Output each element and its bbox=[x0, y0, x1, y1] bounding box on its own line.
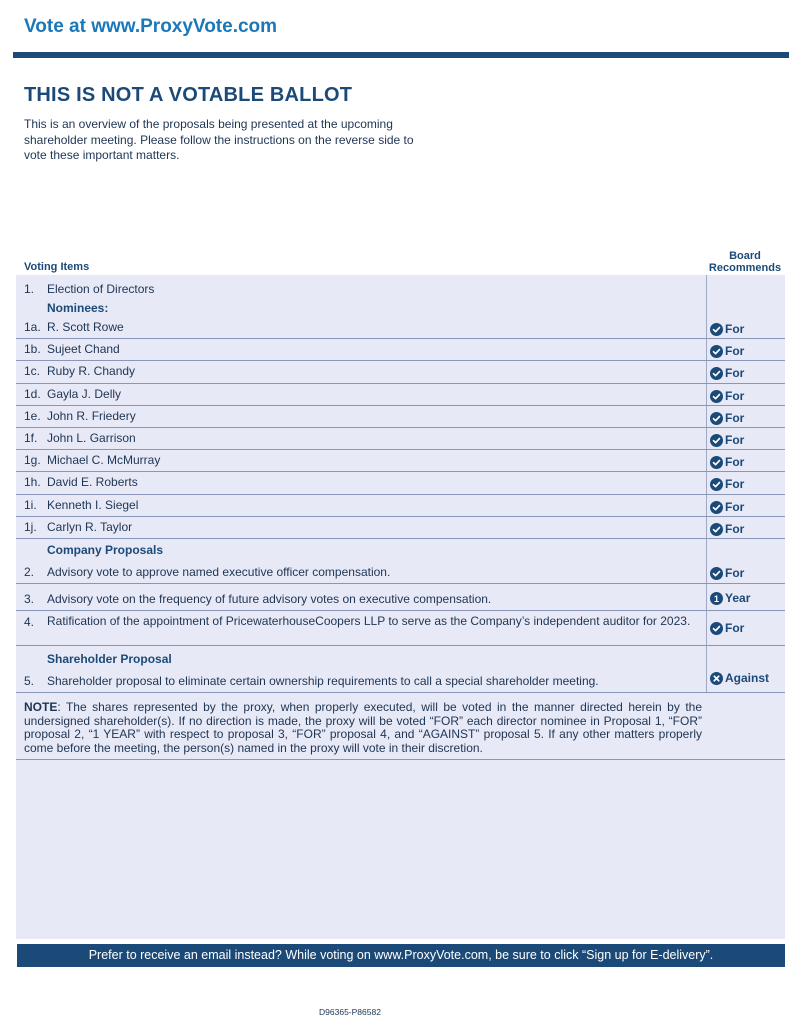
check-circle-icon bbox=[710, 523, 723, 536]
recommendation-label: For bbox=[725, 477, 745, 492]
proposal-number: 5. bbox=[24, 674, 35, 688]
recommendation-label: For bbox=[725, 410, 745, 425]
recommendation-label: For bbox=[725, 521, 745, 536]
proposal-text: Advisory vote on the frequency of future advisory votes on executive compensation. bbox=[47, 592, 492, 606]
board-recommendation bbox=[710, 671, 769, 685]
proposal-text: Election of Directors bbox=[47, 282, 155, 296]
director-row-1j bbox=[16, 517, 785, 539]
director-name: Ruby R. Chandy bbox=[47, 364, 136, 379]
recommendation-label: For bbox=[725, 433, 745, 447]
proposal-number: 2. bbox=[24, 565, 35, 579]
check-circle-icon bbox=[710, 345, 723, 358]
board-recommendation bbox=[710, 522, 744, 536]
recommendation-label: For bbox=[725, 499, 745, 514]
director-number: 1i. bbox=[24, 497, 37, 512]
check-circle-icon bbox=[710, 434, 723, 447]
director-name: John L. Garrison bbox=[47, 431, 136, 445]
director-name: Kenneth I. Siegel bbox=[47, 497, 139, 512]
director-name: David E. Roberts bbox=[47, 475, 138, 490]
director-name: John R. Friedery bbox=[47, 408, 136, 423]
director-number: 1e. bbox=[24, 408, 41, 423]
ballot-title: THIS IS NOT A VOTABLE BALLOT bbox=[24, 84, 353, 106]
director-name: Michael C. McMurray bbox=[47, 453, 161, 468]
director-number: 1c. bbox=[24, 364, 41, 379]
director-row-1g bbox=[16, 450, 785, 472]
board-recommendation bbox=[710, 322, 744, 336]
proposal-text: Ratification of the appointment of PricewaterhouseCoopers LLP to serve as the Company’s independent auditor for 2023. bbox=[47, 614, 691, 628]
note-text: : The shares represented by the proxy, when properly executed, will be voted in the manner directed herein by the undersigned shareholder(s). If no direction is made, the proxy will be voted “FOR” each director nominee in Proposal 1, “FOR” proposal 2, “1 YEAR” with respect to proposal 3, “FOR” proposal 4, and “AGAINST” proposal 5. If any other matters properly come before the meeting, the person(s) named in the proxy will vote in their discretion. bbox=[24, 700, 702, 755]
check-circle-icon bbox=[710, 412, 723, 425]
board-recommendation bbox=[710, 500, 744, 514]
col-header-voting-items: Voting Items bbox=[24, 261, 90, 273]
board-recommendation bbox=[710, 591, 750, 605]
director-row-1b bbox=[16, 339, 785, 361]
board-recommendation bbox=[710, 566, 744, 580]
check-circle-icon bbox=[710, 501, 723, 514]
board-recommendation bbox=[710, 433, 744, 447]
proposal-number: 3. bbox=[24, 592, 35, 606]
proposal-text: Advisory vote to approve named executive officer compensation. bbox=[47, 565, 391, 579]
proposal-number: 1. bbox=[24, 282, 35, 296]
proposal-3-row bbox=[16, 584, 785, 611]
check-circle-icon bbox=[710, 622, 723, 635]
recommendation-label: Year bbox=[725, 591, 751, 605]
director-row-1a bbox=[16, 317, 785, 339]
recommendation-label: For bbox=[725, 322, 745, 336]
nominees-heading: Nominees: bbox=[47, 301, 109, 315]
director-number: 1b. bbox=[24, 342, 41, 357]
director-number: 1g. bbox=[24, 453, 41, 468]
recommendation-label: For bbox=[725, 366, 745, 381]
director-number: 1d. bbox=[24, 386, 41, 401]
document-code: D96365-P86582 bbox=[319, 1007, 381, 1017]
proposal-5-row bbox=[16, 646, 785, 693]
ballot-intro: This is an overview of the proposals being presented at the upcoming shareholder meeting. Please follow the instructions on the reverse side to vote these important matters. bbox=[24, 117, 414, 162]
x-circle-icon bbox=[710, 672, 723, 685]
director-name: Gayla J. Delly bbox=[47, 386, 122, 401]
check-circle-icon bbox=[710, 390, 723, 403]
recommendation-label: Against bbox=[725, 671, 770, 685]
check-circle-icon bbox=[710, 323, 723, 336]
shareholder-proposal-heading: Shareholder Proposal bbox=[47, 652, 172, 666]
board-recommendation bbox=[710, 455, 744, 469]
svg-text:1: 1 bbox=[713, 593, 720, 604]
check-circle-icon bbox=[710, 456, 723, 469]
recommendation-label: For bbox=[725, 621, 745, 635]
proposal-number: 4. bbox=[24, 615, 35, 629]
director-row-1e bbox=[16, 406, 785, 428]
director-row-1i bbox=[16, 495, 785, 517]
proposal-text: Shareholder proposal to eliminate certain ownership requirements to call a special shareholder meeting. bbox=[47, 674, 599, 688]
check-circle-icon bbox=[710, 478, 723, 491]
header-bar bbox=[13, 52, 789, 58]
col-header-board: Board bbox=[729, 250, 761, 262]
recommendation-label: For bbox=[725, 344, 745, 359]
director-number: 1h. bbox=[24, 475, 41, 490]
note-divider bbox=[16, 759, 785, 760]
check-circle-icon bbox=[710, 567, 723, 580]
board-recommendation bbox=[710, 621, 744, 635]
board-recommendation bbox=[710, 389, 744, 403]
col-header-recommends: Recommends bbox=[708, 262, 782, 274]
director-number: 1f. bbox=[24, 431, 38, 445]
director-number: 1a. bbox=[24, 320, 41, 334]
proposal-1-heading bbox=[16, 275, 785, 317]
director-name: R. Scott Rowe bbox=[47, 320, 124, 334]
footer-edelivery-banner: Prefer to receive an email instead? While voting on www.ProxyVote.com, be sure to click “Sign up for E-delivery”. bbox=[17, 944, 785, 967]
proposal-4-row bbox=[16, 611, 785, 646]
note-paragraph bbox=[24, 701, 702, 755]
director-name: Carlyn R. Taylor bbox=[47, 519, 133, 534]
board-recommendation bbox=[710, 344, 744, 358]
note-label: NOTE bbox=[24, 700, 58, 714]
col-header-board-recommends bbox=[706, 250, 784, 274]
proposal-2-row bbox=[16, 539, 785, 584]
director-number: 1j. bbox=[24, 519, 37, 534]
number-circle-icon bbox=[710, 592, 723, 605]
company-proposals-heading: Company Proposals bbox=[47, 543, 164, 557]
director-row-1f bbox=[16, 428, 785, 450]
director-row-1c bbox=[16, 361, 785, 383]
board-recommendation bbox=[710, 477, 744, 491]
director-row-1d bbox=[16, 384, 785, 406]
board-recommendation bbox=[710, 366, 744, 380]
board-recommendation bbox=[710, 411, 744, 425]
recommendation-label: For bbox=[725, 455, 745, 470]
director-name: Sujeet Chand bbox=[47, 342, 120, 357]
director-row-1h bbox=[16, 472, 785, 494]
check-circle-icon bbox=[710, 367, 723, 380]
header-title: Vote at www.ProxyVote.com bbox=[24, 16, 278, 37]
recommendation-label: For bbox=[725, 566, 745, 580]
recommendation-label: For bbox=[725, 388, 745, 403]
